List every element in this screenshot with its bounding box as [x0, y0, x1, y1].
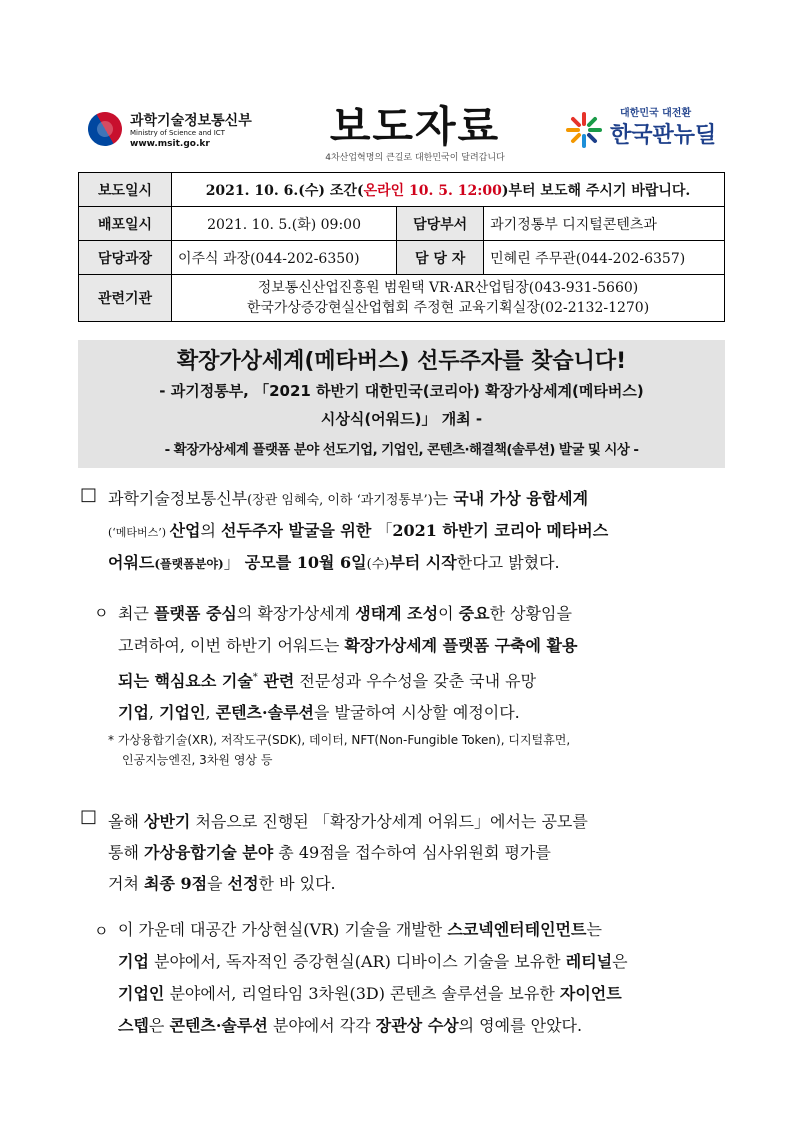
dept-value: 과기정통부 디지털콘텐츠과 [484, 207, 725, 241]
ministry-logo [88, 110, 298, 150]
text-run: 을 발굴하여 시상할 예정이다. [313, 703, 520, 723]
p3-line-1 [108, 806, 588, 837]
text-run: 분야에서 각각 [267, 1016, 376, 1035]
staff-value: 민혜린 주무관(044-202-6357) [484, 241, 725, 275]
release-info-table [78, 172, 725, 322]
text-run: 한 바 있다. [258, 874, 336, 893]
text-run: 관련 [257, 671, 295, 691]
text-run: 거쳐 [108, 874, 144, 893]
related-org-2: 한국가상증강현실산업협회 주정현 교육기획실장(02-2132-1270) [246, 300, 650, 316]
ministry-name-en: Ministry of Science and ICT [130, 129, 225, 137]
dist-label: 배포일시 [79, 207, 172, 241]
press-release-title: 보도자료 [329, 102, 501, 151]
text-run: 는 [586, 920, 602, 939]
dept-label: 담당부서 [397, 207, 484, 241]
p4-line-3 [118, 978, 628, 1010]
text-run: 스코넥엔터테인먼트 [447, 920, 587, 939]
table-row [79, 275, 725, 322]
release-date: 2021. 10. 6.(수) 조간( [205, 182, 364, 199]
p1-line-2 [108, 516, 608, 548]
footnote-line-1: * 가상융합기술(XR), 저작도구(SDK), 데이터, NFT(Non-Fungible Token), 디지털휴먼, [108, 733, 571, 747]
p4-line-1 [118, 914, 628, 946]
text-run: 레티널 [565, 952, 613, 971]
text-run: * [252, 672, 258, 683]
text-run: 분야에서, 독자적인 증강현실(AR) 디바이스 기술을 보유한 [148, 952, 566, 971]
text-run: , [205, 703, 216, 723]
paragraph-3 [108, 806, 588, 899]
text-run: 콘텐츠·솔루션 [215, 703, 314, 723]
text-run: 은 [612, 952, 628, 971]
headline: 확장가상세계(메타버스) 선두주자를 찾습니다! [176, 349, 627, 374]
p2-line-2 [118, 630, 577, 662]
text-run: 선정 [227, 874, 259, 893]
text-run: 기업 [118, 952, 149, 971]
paragraph-4 [118, 914, 628, 1042]
p2-line-3 [118, 662, 577, 697]
p2-line-4 [118, 697, 577, 729]
text-run: (플랫폼분야) [154, 557, 224, 571]
text-run: 플랫폼 중심 [154, 604, 237, 623]
text-run: 의 영예를 안았다. [458, 1016, 583, 1035]
text-run: 은 [148, 1016, 170, 1035]
text-run: 2021 하반기 코리아 메타버스 [392, 521, 609, 540]
p4-line-2 [118, 946, 628, 978]
text-run: 상반기 [144, 812, 191, 831]
text-run: 의 [200, 521, 222, 540]
text-run: 되는 핵심요소 기술 [118, 671, 253, 691]
table-row [79, 241, 725, 275]
text-run: 고려하여, 이번 하반기 어워드는 [118, 636, 345, 655]
related-value [172, 275, 725, 322]
text-run: 처음으로 진행된 「확장가상세계 어워드」에서는 공모를 [190, 812, 588, 831]
related-label: 관련기관 [79, 275, 172, 322]
text-run: 「 [371, 521, 393, 540]
manager-label: 담당과장 [79, 241, 172, 275]
text-run: (장관 임혜숙, 이하 ‘과기정통부’) [247, 493, 433, 508]
taegeuk-emblem-icon [82, 106, 128, 152]
dist-value: 2021. 10. 5.(화) 09:00 [172, 207, 397, 241]
document-header [0, 90, 800, 170]
staff-label: 담 당 자 [397, 241, 484, 275]
text-run: 과학기술정보통신부 [108, 489, 248, 508]
text-run: 산업 [169, 521, 201, 540]
p1-line-3 [108, 548, 608, 580]
text-run: , [148, 703, 160, 723]
text-run: 기업인 [159, 703, 206, 723]
text-run: 을 [207, 874, 228, 893]
paragraph-1 [108, 484, 608, 580]
ministry-url: www.msit.go.kr [130, 139, 210, 149]
newdeal-subtitle: 대한민국 대전환 [620, 108, 692, 119]
release-value [172, 173, 725, 207]
manager-value: 이주식 과장(044-202-6350) [172, 241, 397, 275]
text-run: 최근 [118, 604, 154, 623]
text-run: 통해 [108, 843, 144, 862]
subheadline-line-3: - 확장가상세계 플랫폼 분야 선도기업, 기업인, 콘텐츠·해결책(솔루션) 발굴 및 시상 - [164, 442, 639, 458]
p3-line-2 [108, 837, 588, 868]
subheadline-line-2: 시상식(어워드)」 개최 - [320, 410, 483, 428]
circle-bullet-icon: ㅇ [94, 922, 109, 940]
p3-line-3 [108, 868, 588, 899]
newdeal-title: 한국판뉴딜 [610, 123, 717, 148]
text-run: 분야에서, 리얼타임 3차원(3D) 콘텐츠 솔루션을 보유한 [164, 984, 560, 1003]
square-bullet-icon: □ [80, 806, 98, 827]
text-run: 국내 가상 융합세계 [453, 489, 589, 508]
footnote [108, 730, 570, 770]
text-run: 자이언트 [559, 984, 622, 1003]
p1-line-1 [108, 484, 608, 516]
text-run: 스텝 [118, 1016, 149, 1035]
text-run: 한다고 밝혔다. [456, 553, 560, 572]
text-run: 공모를 10월 6일 [244, 553, 367, 572]
text-run: 부터 시작 [389, 553, 457, 572]
text-run: 총 49점을 접수하여 심사위원회 평가를 [273, 843, 551, 862]
text-run: (‘메타버스’) [108, 526, 170, 539]
related-org-1: 정보통신산업진흥원 범원택 VR·AR산업팀장(043-931-5660) [257, 280, 639, 296]
footnote-line-2: 인공지능엔진, 3차원 영상 등 [122, 753, 273, 767]
text-run: 이 가운데 대공간 가상현실(VR) 기술을 개발한 [118, 920, 448, 939]
text-run: 한 상황임을 [489, 604, 572, 623]
slogan: 4차산업혁명의 큰길로 대한민국이 달려갑니다 [325, 153, 505, 163]
text-run: 전문성과 우수성을 갖춘 국내 유망 [294, 671, 537, 691]
ministry-name: 과학기술정보통신부 [130, 113, 252, 129]
text-run: 는 [432, 489, 454, 508]
text-run: 올해 [108, 812, 144, 831]
text-run: 장관상 수상 [375, 1016, 459, 1035]
square-bullet-icon: □ [80, 484, 98, 505]
text-run: (수) [366, 557, 390, 572]
newdeal-burst-icon [566, 112, 602, 148]
text-run: 의 확장가상세계 [236, 604, 356, 623]
release-label: 보도일시 [79, 173, 172, 207]
paragraph-2 [118, 598, 577, 729]
text-run: 콘텐츠·솔루션 [169, 1016, 268, 1035]
p4-line-4 [118, 1010, 628, 1042]
text-run: 이 [438, 604, 459, 623]
release-online-time: 온라인 10. 5. 12:00 [363, 182, 502, 199]
subheadline-line-1: - 과기정통부, 「2021 하반기 대한민국(코리아) 확장가상세계(메타버스) [159, 382, 644, 400]
release-note: )부터 보도해 주시기 바랍니다. [501, 182, 691, 199]
text-run: 선두주자 발굴을 위한 [221, 521, 372, 540]
text-run: 확장가상세계 플랫폼 구축에 활용 [344, 636, 578, 655]
text-run: 최종 9점 [144, 874, 208, 893]
newdeal-logo [566, 104, 736, 154]
text-run: 가상융합기술 분야 [144, 843, 274, 862]
p2-line-1 [118, 598, 577, 630]
text-run: 중요 [458, 604, 490, 623]
table-row [79, 207, 725, 241]
text-run: 생태계 조성 [355, 604, 439, 623]
text-run: 어워드 [108, 553, 155, 572]
text-run: 」 [223, 553, 245, 572]
table-row [79, 173, 725, 207]
circle-bullet-icon: ㅇ [94, 604, 109, 622]
headline-box [78, 340, 725, 468]
text-run: 기업인 [118, 984, 165, 1003]
text-run: 기업 [118, 703, 149, 723]
